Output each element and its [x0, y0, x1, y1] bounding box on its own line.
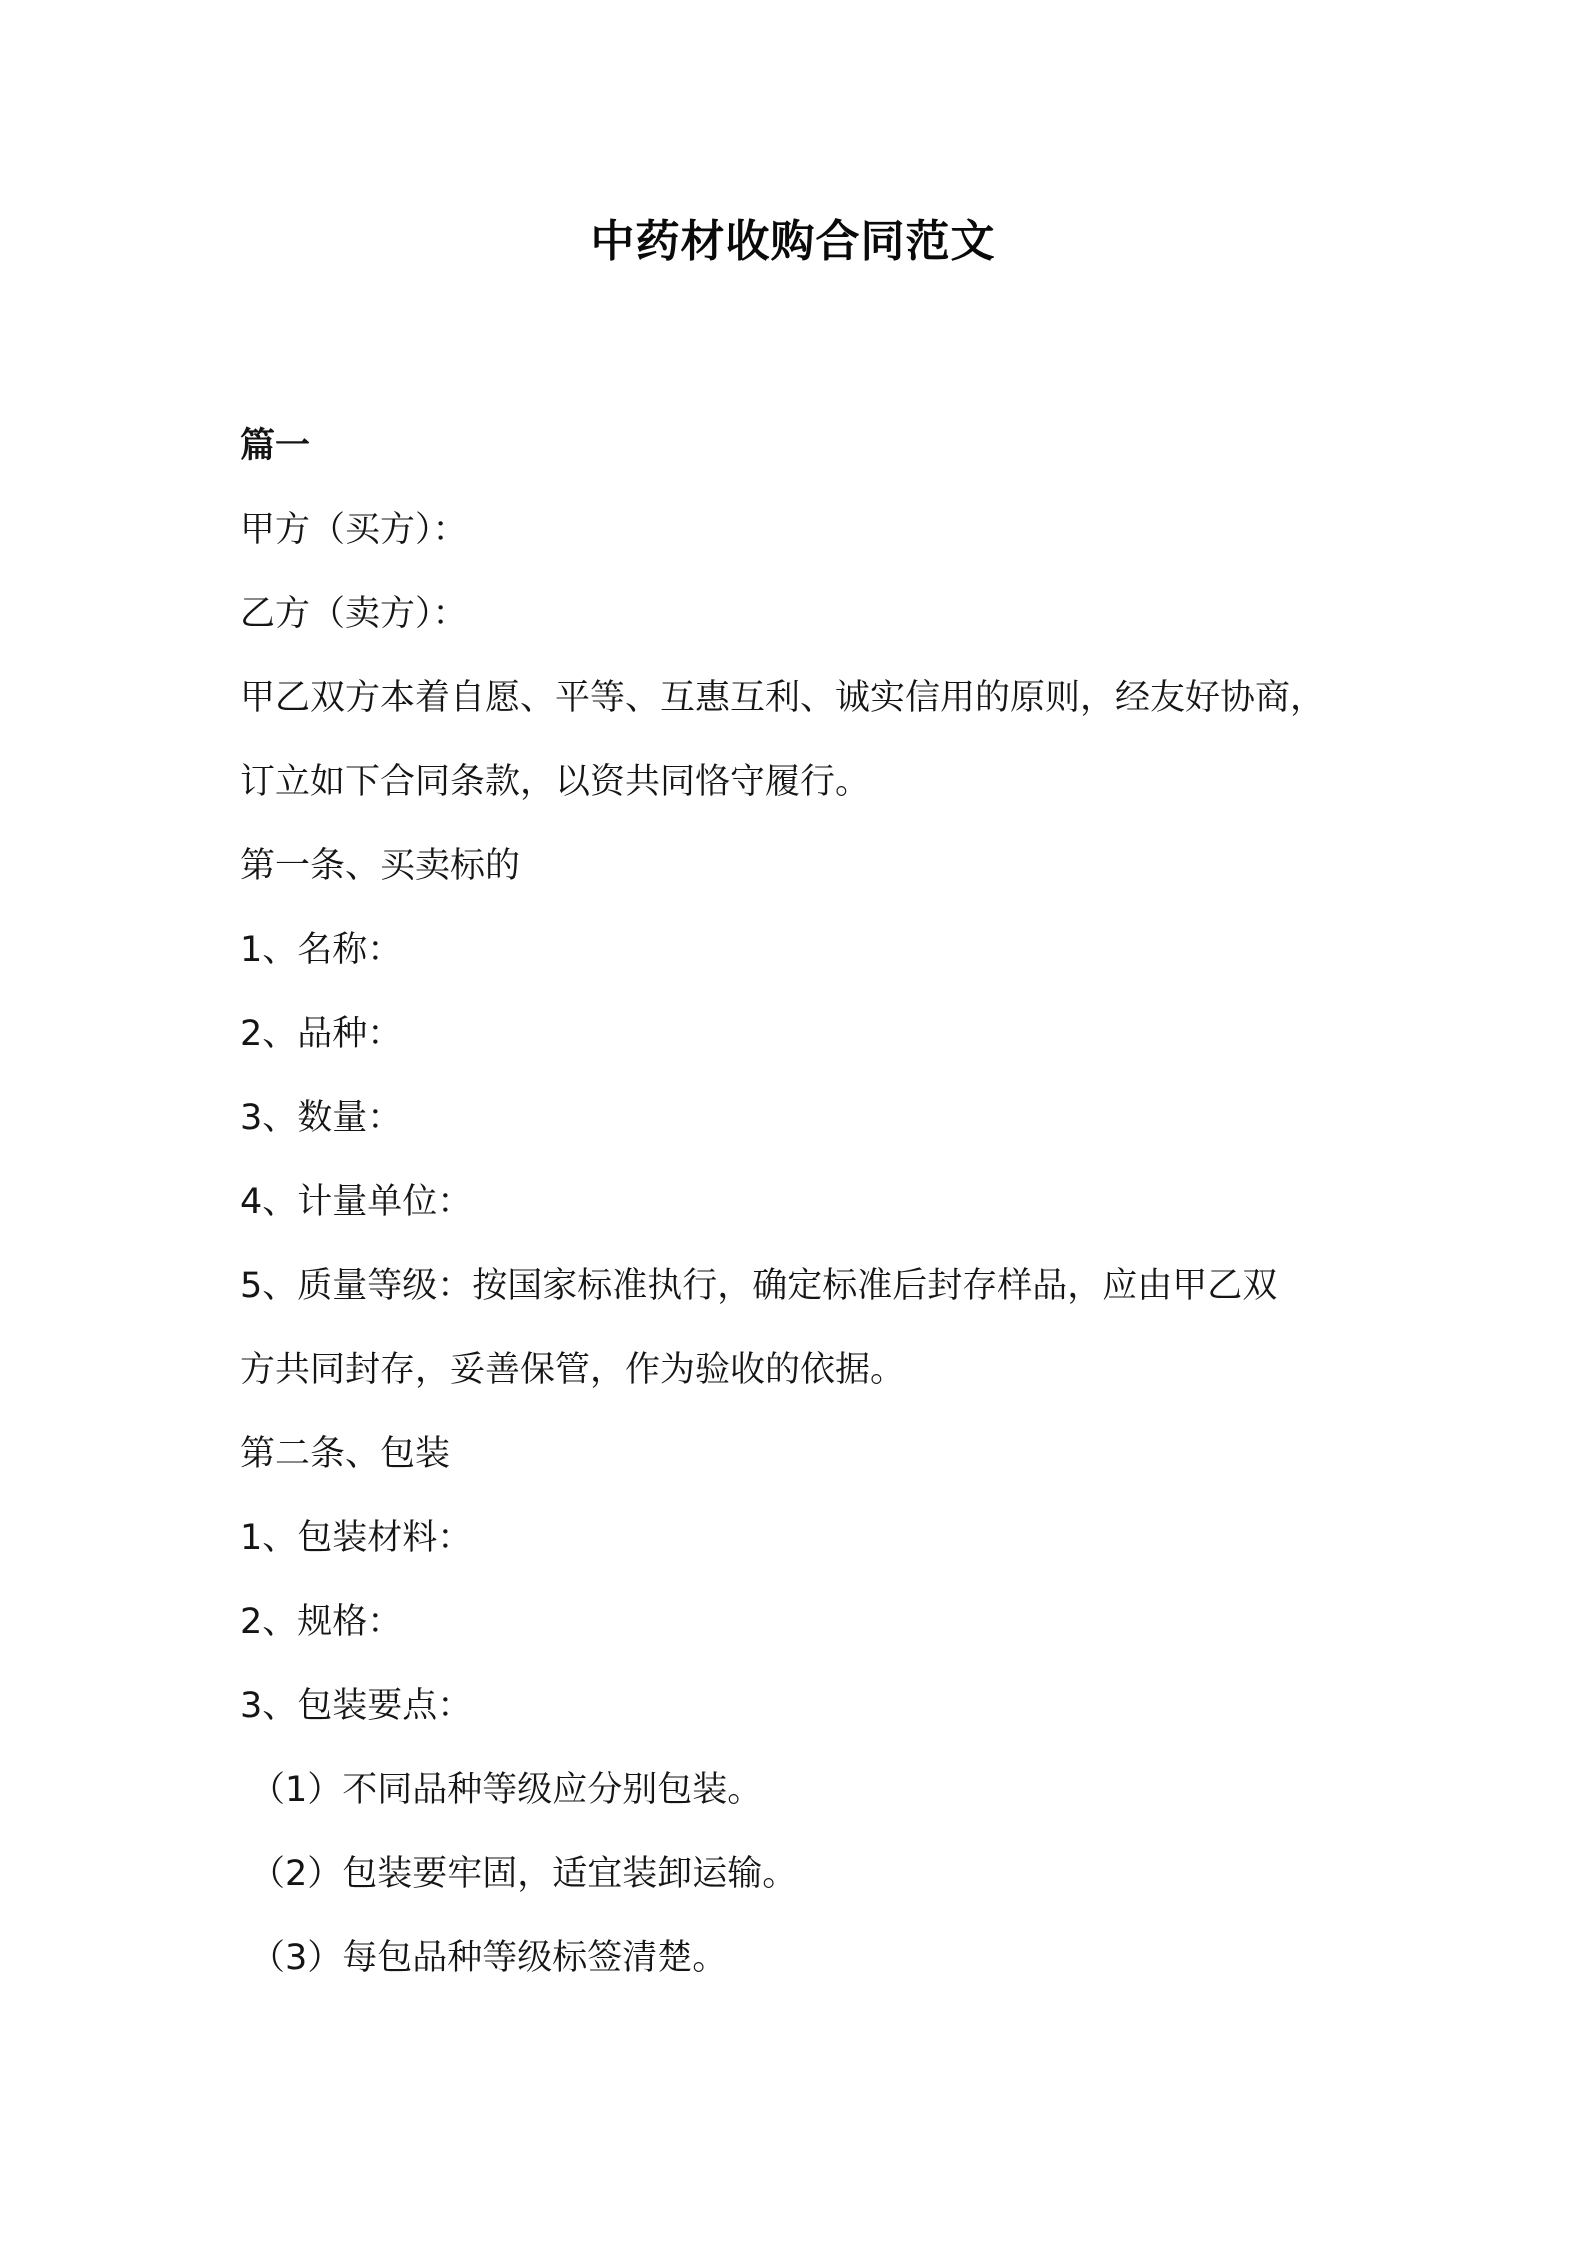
packing-point-2: （2）包装要牢固，适宜装卸运输。 — [250, 1854, 798, 1894]
party-b-line: 乙方（卖方）： — [240, 594, 468, 634]
article-1-item-variety: 2、品种： — [240, 1014, 403, 1054]
article-1-item-quality-1: 5、质量等级：按国家标准执行，确定标准后封存样品，应由甲乙双 — [240, 1266, 1278, 1306]
article-2-item-points: 3、包装要点： — [240, 1686, 473, 1726]
article-1-item-unit: 4、计量单位： — [240, 1182, 473, 1222]
article-1-item-quality-2: 方共同封存，妥善保管，作为验收的依据。 — [240, 1350, 906, 1390]
document-body — [240, 404, 1360, 2000]
article-2-heading: 第二条、包装 — [240, 1434, 451, 1474]
packing-point-3: （3）每包品种等级标签清楚。 — [250, 1938, 728, 1978]
article-1-heading: 第一条、买卖标的 — [240, 846, 521, 886]
preamble-line-2: 订立如下合同条款，以资共同恪守履行。 — [240, 762, 871, 802]
article-1-item-name: 1、名称： — [240, 930, 403, 970]
article-2-item-material: 1、包装材料： — [240, 1518, 473, 1558]
preamble-line-1: 甲乙双方本着自愿、平等、互惠互利、诚实信用的原则，经友好协商， — [240, 678, 1326, 718]
article-1-item-quantity: 3、数量： — [240, 1098, 403, 1138]
section-heading: 篇一 — [240, 426, 311, 466]
document-title: 中药材收购合同范文 — [590, 216, 996, 267]
party-a-line: 甲方（买方）： — [240, 510, 468, 550]
article-2-item-spec: 2、规格： — [240, 1602, 403, 1642]
packing-point-1: （1）不同品种等级应分别包装。 — [250, 1770, 763, 1810]
